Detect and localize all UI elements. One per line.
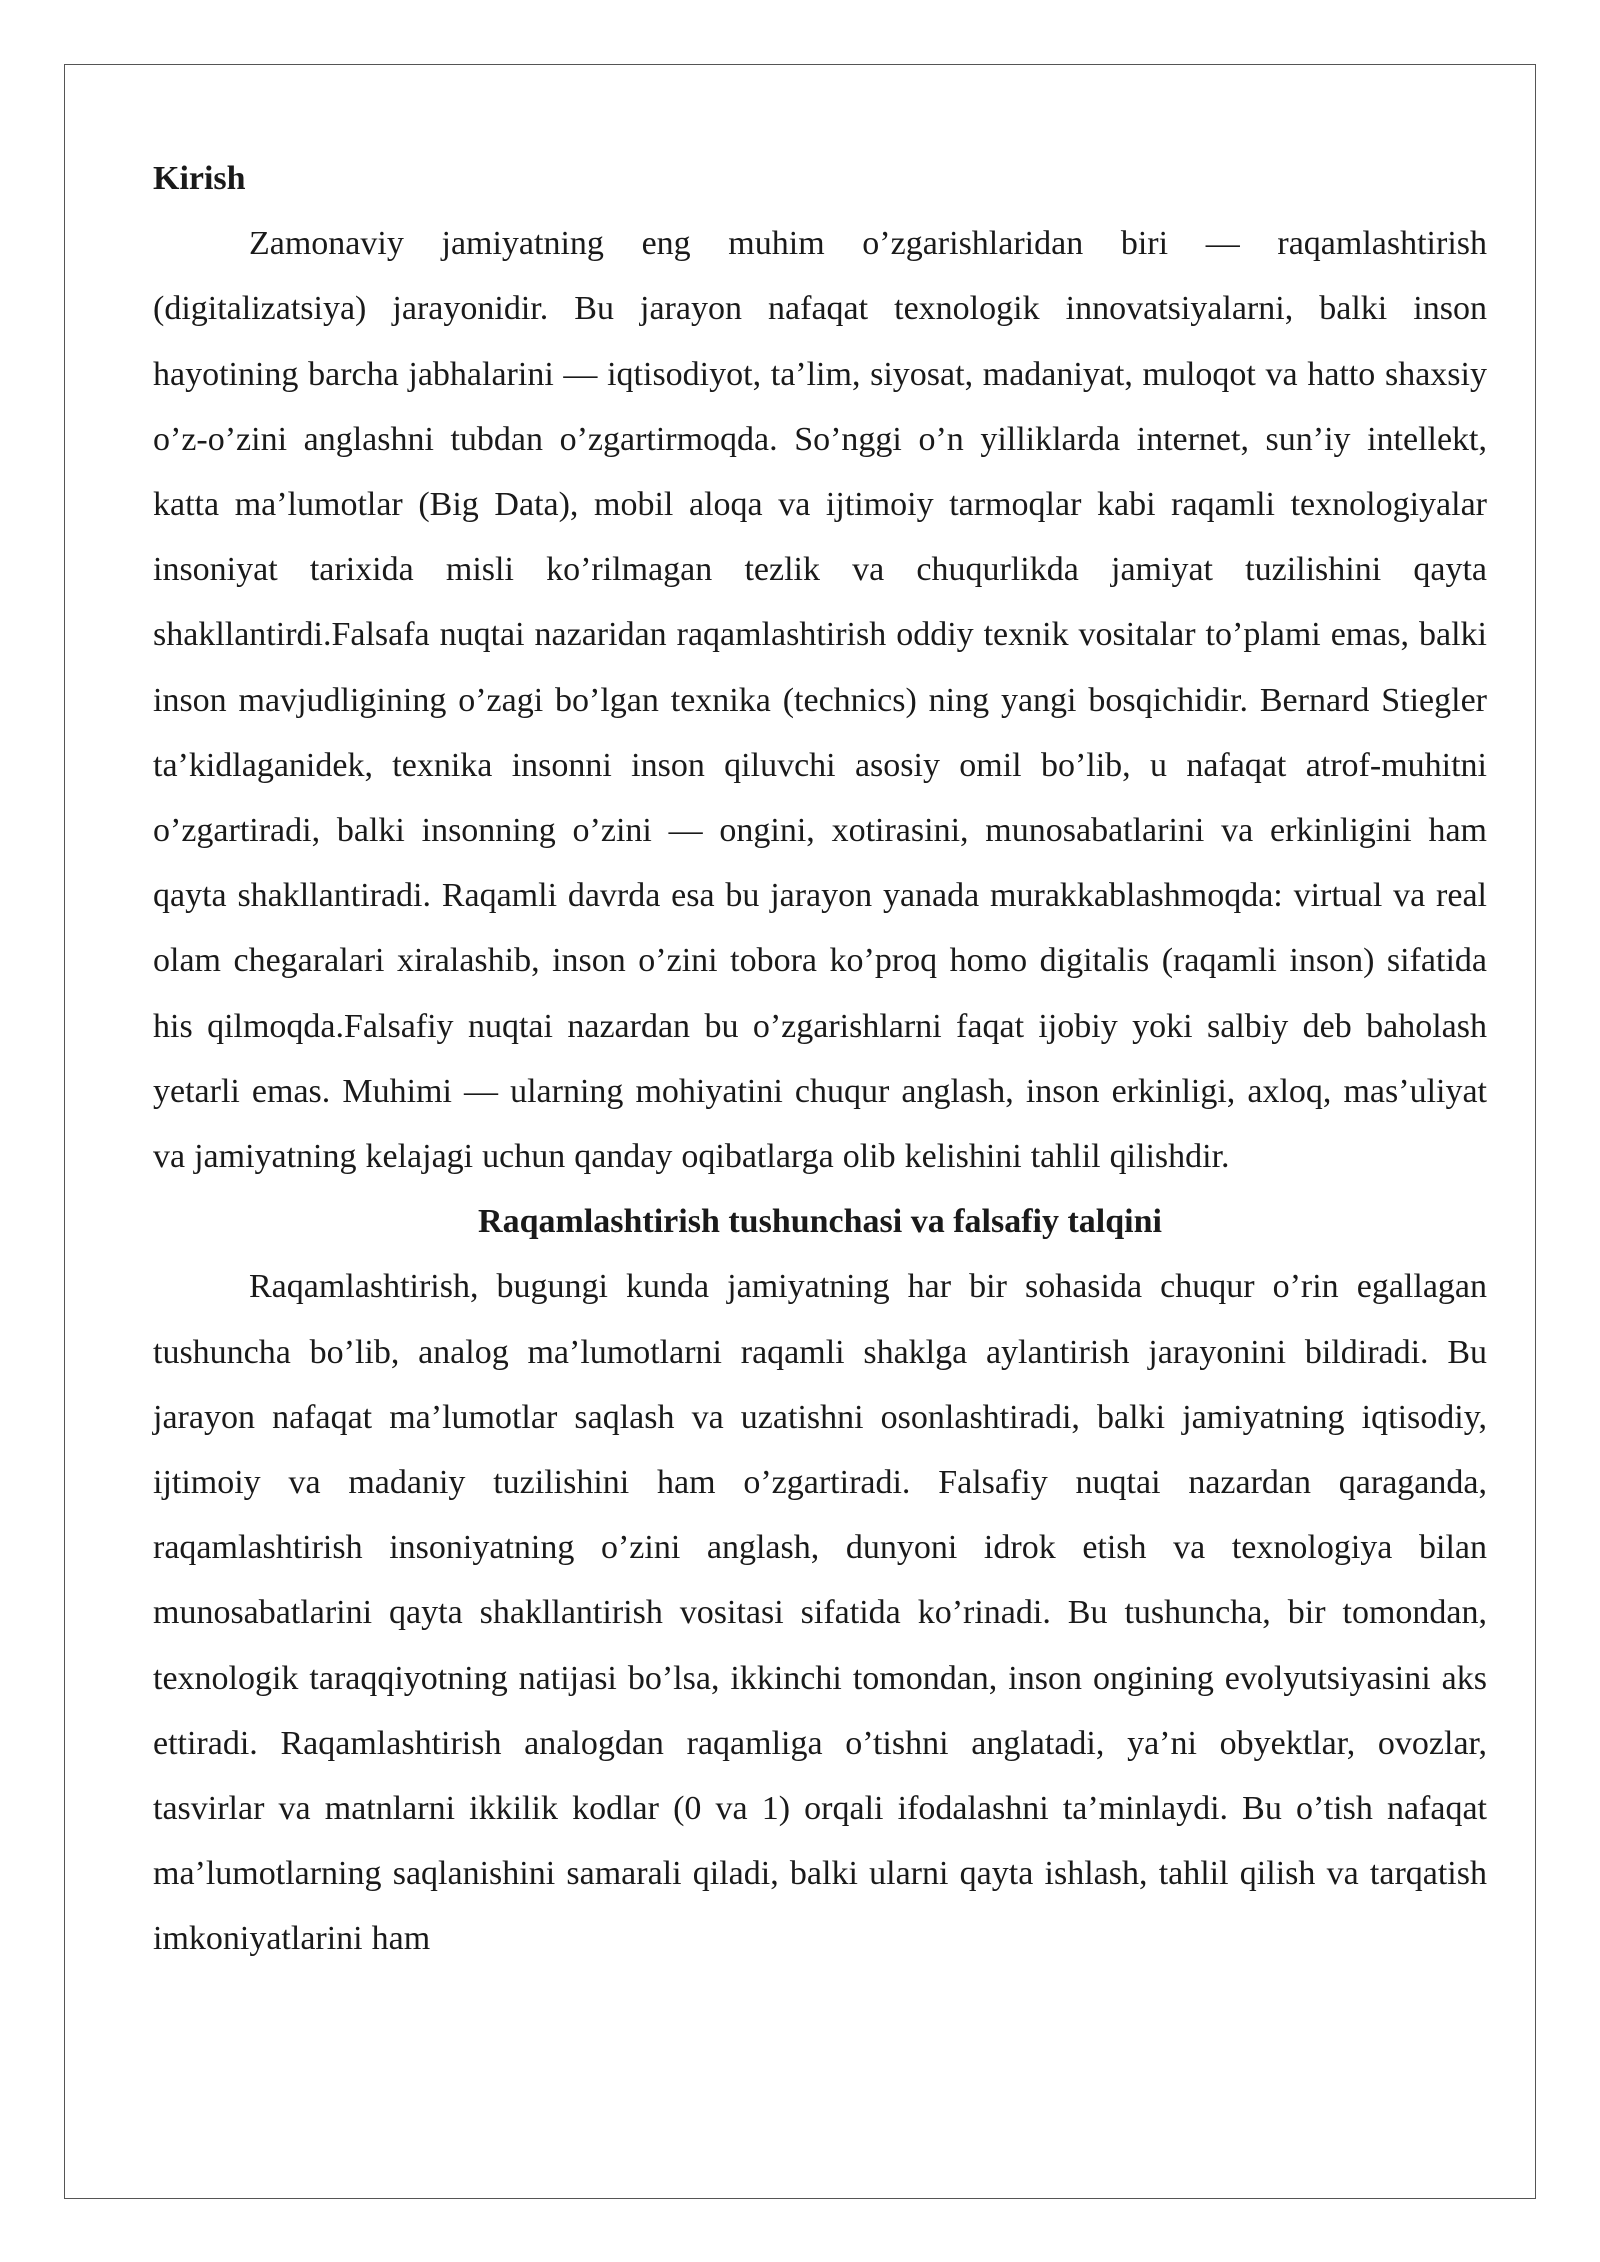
section-heading: Raqamlashtirish tushunchasi va falsafiy talqini [478, 1203, 1162, 1241]
intro-paragraph: Zamonaviy jamiyatning eng muhim o’zgarishlaridan biri — raqamlashtirish (digitalizatsiya) jarayonidir. Bu jarayon nafaqat texnologik innovatsiyalarni, balki inson hayotining barcha jabhalarini — iqtisodiyot, ta’lim, siyosat, madaniyat, muloqot va hatto shaxsiy o’z-o’zini anglashni tubdan o’zgartirmoqda. So’nggi o’n yilliklarda internet, sun’iy intellekt, katta ma’lumotlar (Big Data), mobil aloqa va ijtimoiy tarmoqlar kabi raqamli texnologiyalar insoniyat tarixida misli ko’rilmagan tezlik va chuqurlikda jamiyat tuzilishini qayta shakllantirdi.Falsafa nuqtai nazaridan raqamlashtirish oddiy texnik vositalar to’plami emas, balki inson mavjudligining o’zagi bo’lgan texnika (technics) ning yangi bosqichidir. Bernard Stiegler ta’kidlaganidek, texnika insonni inson qiluvchi asosiy omil bo’lib, u nafaqat atrof-muhitni o’zgartiradi, balki insonning o’zini — ongini, xotirasini, munosabatlarini va erkinligini ham qayta shakllantiradi. Raqamli davrda esa bu jarayon yanada murakkablashmoqda: virtual va real olam chegaralari xiralashib, inson o’zini tobora ko’proq homo digitalis (raqamli inson) sifatida his qilmoqda.Falsafiy nuqtai nazardan bu o’zgarishlarni faqat ijobiy yoki salbiy deb baholash yetarli emas. Muhimi — ularning mohiyatini chuqur anglash, inson erkinligi, axloq, mas’uliyat va jamiyatning kelajagi uchun qanday oqibatlarga olib kelishini tahlil qilishdir. [153, 225, 1487, 1176]
section-paragraph: Raqamlashtirish, bugungi kunda jamiyatning har bir sohasida chuqur o’rin egallagan tushuncha bo’lib, analog ma’lumotlarni raqamli shaklga aylantirish jarayonini bildiradi. Bu jarayon nafaqat ma’lumotlar saqlash va uzatishni osonlashtiradi, balki jamiyatning iqtisodiy, ijtimoiy va madaniy tuzilishini ham o’zgartiradi. Falsafiy nuqtai nazardan qaraganda, raqamlashtirish insoniyatning o’zini anglash, dunyoni idrok etish va texnologiya bilan munosabatlarini qayta shakllantirish vositasi sifatida ko’rinadi. Bu tushuncha, bir tomondan, texnologik taraqqiyotning natijasi bo’lsa, ikkinchi tomondan, inson ongining evolyutsiyasini aks ettiradi. Raqamlashtirish analogdan raqamliga o’tishni anglatadi, ya’ni obyektlar, ovozlar, tasvirlar va matnlarni ikkilik kodlar (0 va 1) orqali ifodalashni ta’minlaydi. Bu o’tish nafaqat ma’lumotlarning saqlanishini samarali qiladi, balki ularni qayta ishlash, tahlil qilish va tarqatish imkoniyatlarini ham [153, 1268, 1487, 1958]
intro-heading: Kirish [153, 160, 246, 197]
document-body [153, 146, 1487, 1972]
